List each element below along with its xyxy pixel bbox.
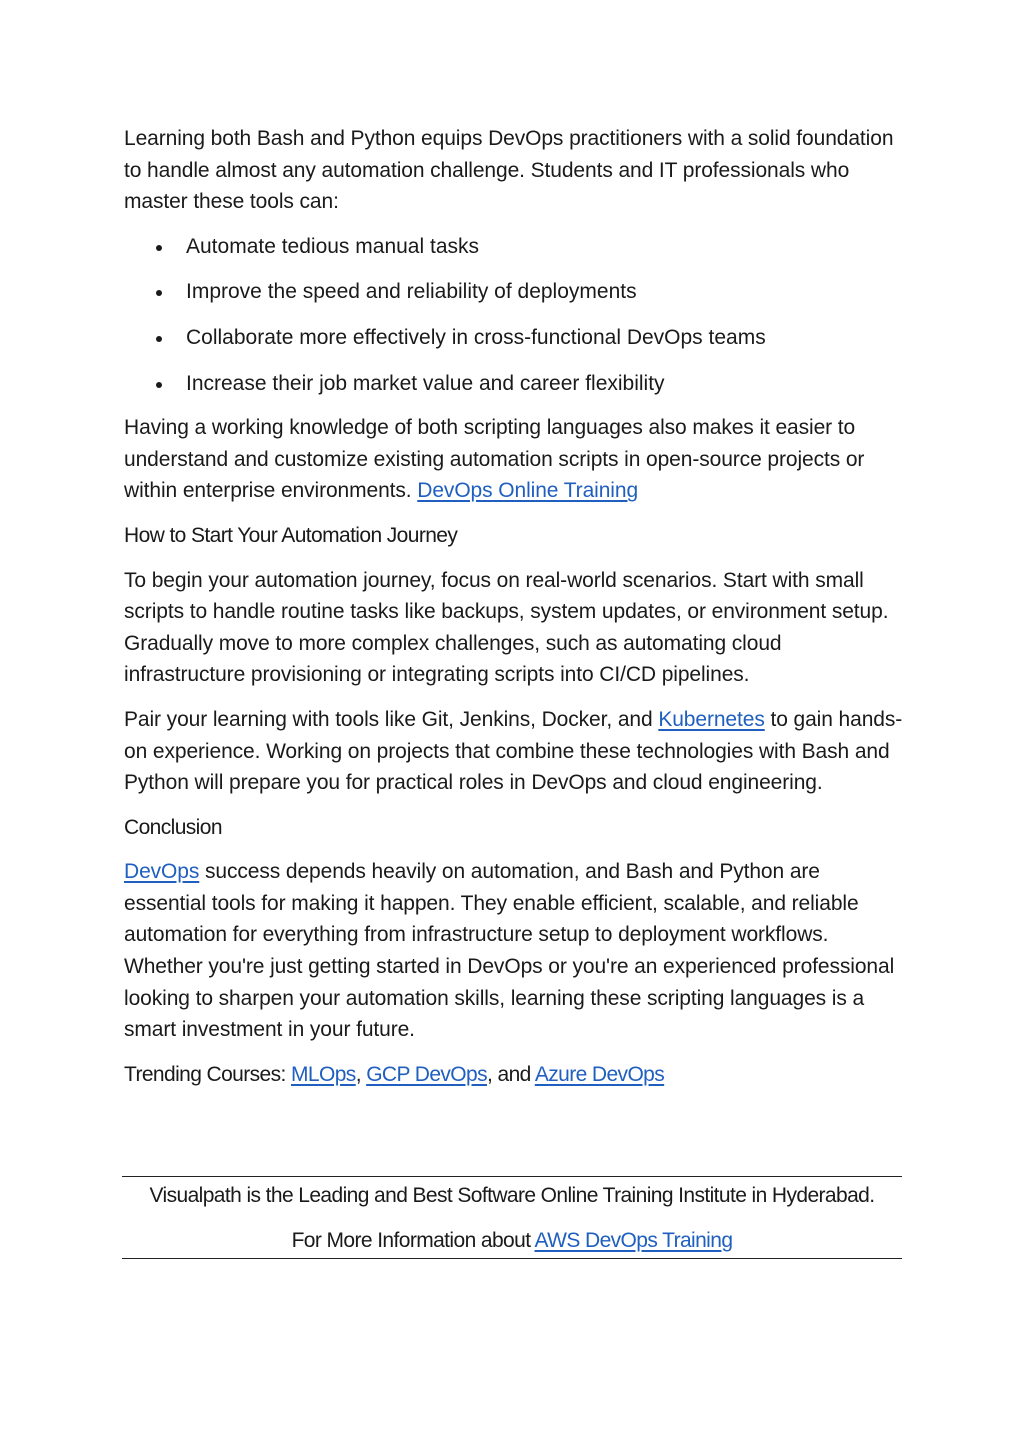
knowledge-text: Having a working knowledge of both scripting languages also makes it easier to understand and customize existing automation scripts in open-source projects or within enterprise environments.	[124, 416, 865, 503]
document-body	[124, 123, 904, 1103]
devops-link[interactable]: DevOps	[124, 860, 200, 884]
conclusion-paragraph	[124, 856, 904, 1046]
tools-paragraph	[124, 704, 904, 799]
knowledge-paragraph	[124, 412, 904, 507]
list-item-text: Increase their job market value and career flexibility	[186, 371, 665, 395]
bullet-icon	[156, 290, 162, 296]
gcp-devops-link[interactable]: GCP DevOps	[366, 1062, 488, 1086]
list-item	[124, 368, 904, 400]
devops-online-training-link[interactable]: DevOps Online Training	[417, 479, 639, 503]
section-heading-conclusion: Conclusion	[124, 815, 222, 839]
list-item	[124, 276, 904, 308]
aws-devops-training-link[interactable]: AWS DevOps Training	[534, 1228, 733, 1252]
journey-paragraph: To begin your automation journey, focus on real-world scenarios. Start with small scripts to handle routine tasks like backups, system updates, or environment setup. Gradually move to more complex challenges, such as automating cloud infrastructure provisioning or integrating scripts into CI/CD pipelines.	[124, 568, 889, 687]
footer-info-text: For More Information about	[291, 1228, 535, 1252]
list-item-text: Collaborate more effectively in cross-functional DevOps teams	[186, 325, 766, 349]
footer-box	[122, 1176, 902, 1259]
kubernetes-link[interactable]: Kubernetes	[658, 707, 765, 731]
conclusion-text: success depends heavily on automation, and Bash and Python are essential tools for making it happen. They enable efficient, scalable, and reliable automation for everything from infrastructure setup to deployment workflows. Whether you're just getting started in DevOps or you're an experienced professional looking to sharpen your automation skills, learning these scripting languages is a smart investment in your future.	[124, 860, 895, 1042]
footer-info	[122, 1225, 902, 1257]
list-item-text: Improve the speed and reliability of deployments	[186, 280, 637, 304]
list-item	[124, 322, 904, 354]
mlops-link[interactable]: MLOps	[291, 1062, 356, 1086]
footer-tagline: Visualpath is the Leading and Best Software Online Training Institute in Hyderabad.	[149, 1184, 875, 1207]
bullet-icon	[156, 245, 162, 251]
tools-text-after: to gain hands-on experience. Working on projects that combine these technologies with Bash and Python will prepare you for practical roles in DevOps and cloud engineering.	[124, 707, 903, 795]
benefits-list	[124, 231, 904, 399]
trending-separator: , and	[487, 1062, 535, 1086]
trending-separator: ,	[355, 1062, 367, 1086]
bullet-icon	[156, 382, 162, 388]
intro-paragraph: Learning both Bash and Python equips DevOps practitioners with a solid foundation to handle almost any automation challenge. Students and IT professionals who master these tools can:	[124, 127, 894, 214]
trending-courses	[124, 1059, 904, 1091]
section-heading-start: How to Start Your Automation Journey	[124, 523, 458, 547]
list-item	[124, 231, 904, 263]
tools-text-before: Pair your learning with tools like Git, Jenkins, Docker, and	[124, 707, 659, 731]
bullet-icon	[156, 336, 162, 342]
azure-devops-link[interactable]: Azure DevOps	[534, 1062, 665, 1086]
list-item-text: Automate tedious manual tasks	[186, 234, 479, 258]
trending-label: Trending Courses:	[124, 1062, 292, 1086]
